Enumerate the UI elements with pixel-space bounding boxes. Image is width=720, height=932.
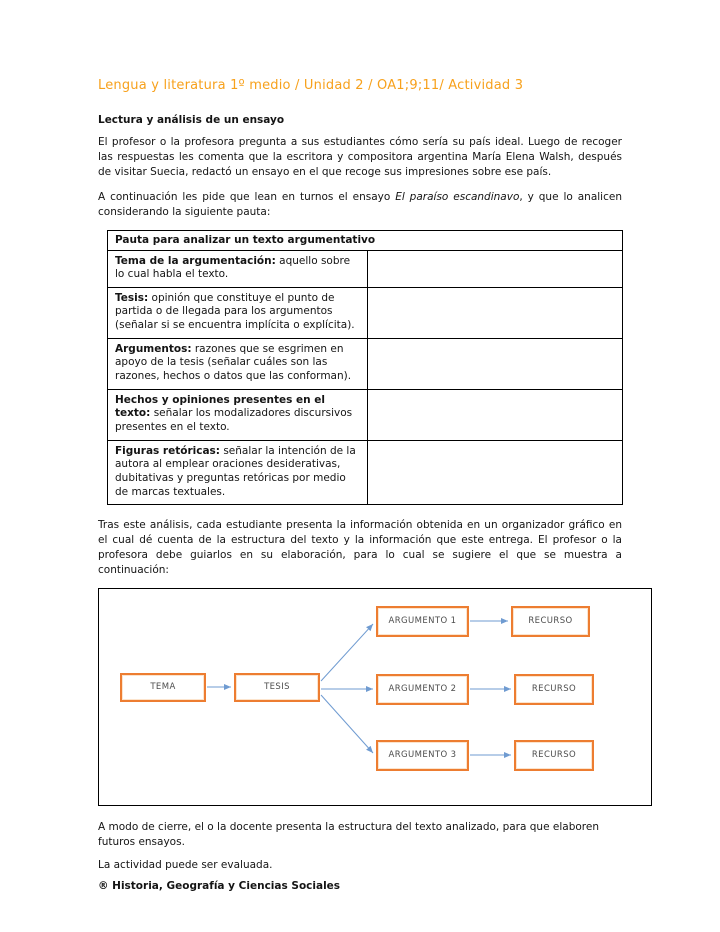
reading-instruction-paragraph [98,190,622,220]
node-recurso-1 [511,606,590,637]
node-label: RECURSO [528,616,573,627]
table-row [108,440,623,505]
table-row [108,250,623,287]
criteria-desc: razones que se esgrimen en apoyo de la tesis (señalar cuáles son las razones, hechos o datos que las conforman). [115,342,352,383]
node-argumento-1 [376,606,469,637]
essay-title: El paraíso escandinavo [395,190,520,203]
answer-cell [367,250,622,287]
criteria-desc: señalar la intención de la autora al emplear oraciones desiderativas, dubitativas y preguntas retóricas por medio de marcas textuales. [115,444,356,498]
evaluation-note: La actividad puede ser evaluada. [98,858,273,871]
criteria-term: Hechos y opiniones presentes en el texto: [115,393,326,420]
table-header: Pauta para analizar un texto argumentativo [108,230,623,250]
organizer-instruction-paragraph: Tras este análisis, cada estudiante presenta la información obtenida en un organizador gráfico en el cual dé cuenta de la estructura del texto y la información que este entrega. El profesor o la profesora debe guiarlos en su elaboración, para lo cual se sugiere el que se muestra a continuación: [98,519,622,576]
node-recurso-2 [514,674,594,705]
table-row [108,287,623,338]
criteria-cell [108,389,368,440]
answer-cell [367,440,622,505]
node-label: RECURSO [531,750,577,761]
node-label: TESIS [264,682,290,693]
node-tesis [234,673,320,702]
criteria-cell [108,287,368,338]
criteria-term: Argumentos: [115,342,192,355]
answer-cell [367,389,622,440]
reading-instruction-text: A continuación les pide que lean en turnos el ensayo [98,190,396,203]
answer-cell [367,287,622,338]
closing-paragraph: A modo de cierre, el o la docente presenta la estructura del texto analizado, para que elaboren futuros ensayos. [98,820,599,848]
node-label: RECURSO [531,684,577,695]
node-tema [120,673,206,702]
analysis-rubric-table [107,230,623,506]
page-title: Lengua y literatura 1º medio / Unidad 2 / OA1;9;11/ Actividad 3 [98,78,524,93]
criteria-term: Tema de la argumentación: [115,254,276,267]
cross-reference-note: ® Historia, Geografía y Ciencias Sociales [98,880,341,893]
node-argumento-3 [376,740,469,771]
intro-paragraph: El profesor o la profesora pregunta a sus estudiantes cómo sería su país ideal. Luego de recoger las respuestas les comenta que la escritora y compositora argentina María Elena Walsh, después de visitar Suecia, redactó un ensayo en el que recoge sus impresiones sobre ese país. [98,136,622,178]
node-label: ARGUMENTO 3 [388,750,457,761]
criteria-desc: aquello sobre lo cual habla el texto. [115,254,351,281]
criteria-cell [108,250,368,287]
criteria-desc: señalar los modalizadores discursivos presentes en el texto. [115,407,353,433]
table-header-row [108,230,623,250]
graphic-organizer [98,588,652,806]
criteria-cell [108,440,368,505]
answer-cell [367,338,622,389]
node-label: TEMA [150,682,176,693]
node-label: ARGUMENTO 1 [388,616,457,627]
section-heading: Lectura y análisis de un ensayo [98,114,285,126]
criteria-desc: opinión que constituye el punto de partida o de llegada para los argumentos (señalar si se encuentra implícita o explícita). [115,291,355,332]
criteria-cell [108,338,368,389]
criteria-term: Tesis: [115,291,149,304]
node-argumento-2 [376,674,469,705]
node-label: ARGUMENTO 2 [388,684,457,695]
table-row [108,338,623,389]
criteria-term: Figuras retóricas: [115,444,220,457]
node-recurso-3 [514,740,594,771]
table-row [108,389,623,440]
reading-instruction-tail: , y que lo analicen considerando la siguiente pauta: [98,190,622,218]
